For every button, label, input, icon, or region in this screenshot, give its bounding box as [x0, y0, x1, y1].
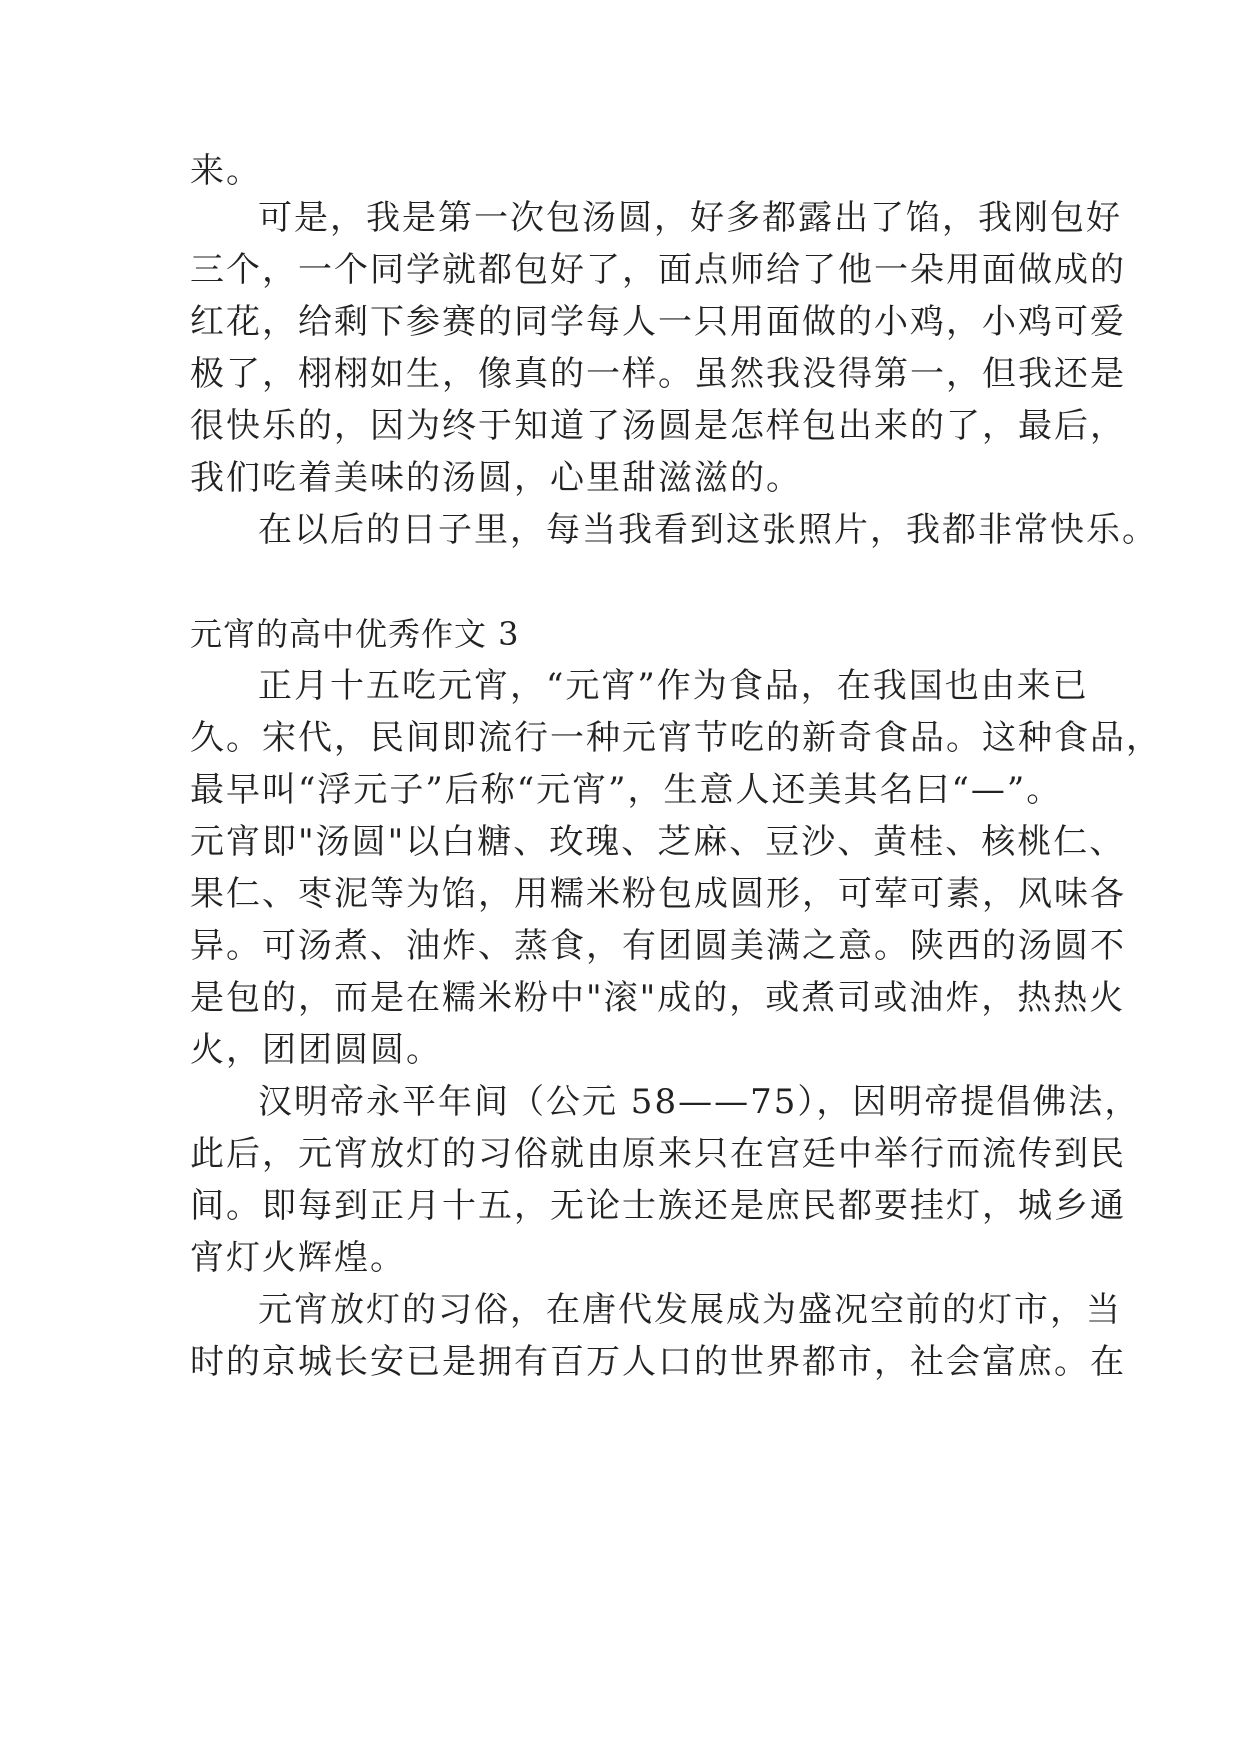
text-line: 来。 [190, 151, 262, 191]
text-line: 此后，元宵放灯的习俗就由原来只在宫廷中举行而流传到民 [190, 1134, 1126, 1174]
paragraph-first-line: 在以后的日子里，每当我看到这张照片，我都非常快乐。 [258, 510, 1158, 550]
text-line: 红花，给剩下参赛的同学每人一只用面做的小鸡，小鸡可爱 [190, 302, 1126, 342]
text-line: 久。宋代，民间即流行一种元宵节吃的新奇食品。这种食品， [190, 718, 1162, 758]
text-line: 火，团团圆圆。 [190, 1030, 442, 1070]
text-line: 是包的，而是在糯米粉中"滚"成的，或煮司或油炸，热热火 [190, 978, 1126, 1018]
text-line: 时的京城长安已是拥有百万人口的世界都市，社会富庶。在 [190, 1342, 1126, 1382]
text-line: 宵灯火辉煌。 [190, 1238, 406, 1278]
paragraph-first-line: 汉明帝永平年间（公元 58——75），因明帝提倡佛法， [258, 1082, 1141, 1122]
text-line: 三个，一个同学就都包好了，面点师给了他一朵用面做成的 [190, 250, 1126, 290]
section-heading: 元宵的高中优秀作文 3 [190, 615, 520, 653]
paragraph-first-line: 正月十五吃元宵，“元宵”作为食品，在我国也由来已 [258, 666, 1089, 706]
text-line: 异。可汤煮、油炸、蒸食，有团圆美满之意。陕西的汤圆不 [190, 926, 1126, 966]
text-line: 很快乐的，因为终于知道了汤圆是怎样包出来的了，最后， [190, 406, 1126, 446]
paragraph-first-line: 可是，我是第一次包汤圆，好多都露出了馅，我刚包好 [258, 198, 1122, 238]
text-line: 果仁、枣泥等为馅，用糯米粉包成圆形，可荤可素，风味各 [190, 874, 1126, 914]
paragraph-first-line: 元宵放灯的习俗，在唐代发展成为盛况空前的灯市，当 [258, 1290, 1122, 1330]
text-line: 极了，栩栩如生，像真的一样。虽然我没得第一，但我还是 [190, 354, 1126, 394]
text-line: 元宵即"汤圆"以白糖、玫瑰、芝麻、豆沙、黄桂、核桃仁、 [190, 822, 1126, 862]
text-line: 最早叫“浮元子”后称“元宵”，生意人还美其名曰“—”。 [190, 770, 1063, 810]
text-line: 我们吃着美味的汤圆，心里甜滋滋的。 [190, 458, 802, 498]
text-line: 间。即每到正月十五，无论士族还是庶民都要挂灯，城乡通 [190, 1186, 1126, 1226]
